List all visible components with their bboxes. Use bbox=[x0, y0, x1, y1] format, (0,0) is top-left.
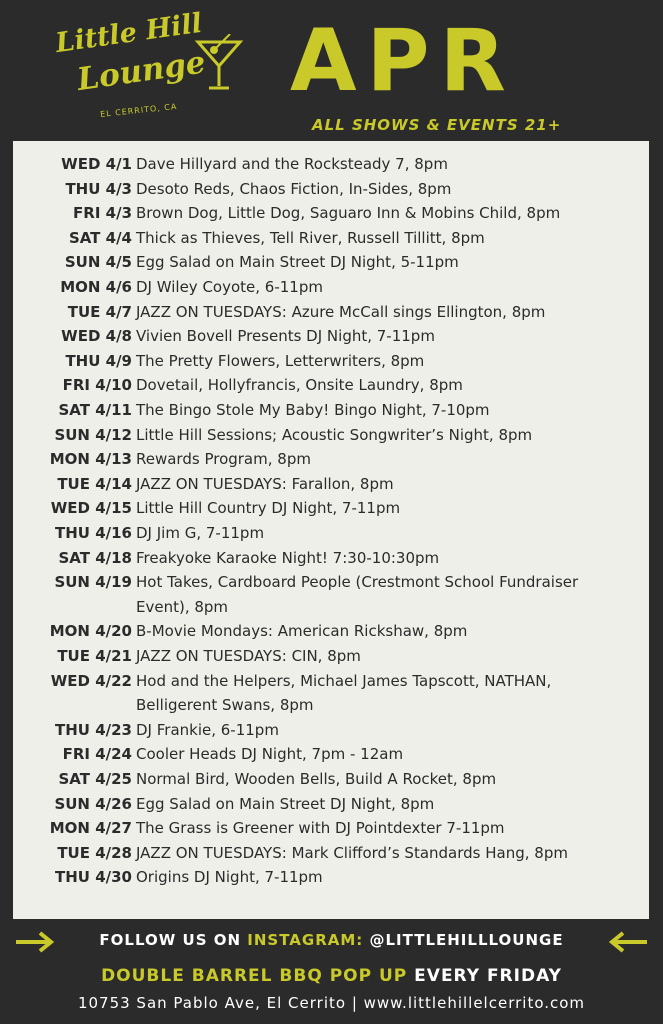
instagram-handle[interactable]: @LITTLEHILLLOUNGE bbox=[363, 931, 564, 949]
event-day: SUN 4/5 bbox=[64, 253, 132, 272]
event-day: THU 4/23 bbox=[55, 720, 132, 739]
event-day: FRI 4/10 bbox=[62, 376, 132, 395]
event-description: Desoto Reds, Chaos Fiction, In-Sides, 8pm bbox=[136, 179, 452, 198]
address-line: 10753 San Pablo Ave, El Cerrito | www.littlehillelcerrito.com bbox=[77, 994, 586, 1012]
event-description: Little Hill Country DJ Night, 7-11pm bbox=[136, 499, 401, 518]
follow-prefix: FOLLOW US ON bbox=[99, 931, 248, 949]
event-description: Cooler Heads DJ Night, 7pm - 12am bbox=[136, 745, 404, 764]
event-description: JAZZ ON TUESDAYS: Mark Clifford’s Standards Hang, 8pm bbox=[136, 843, 568, 862]
logo-line1: Little Hill bbox=[53, 7, 204, 60]
bbq-banner bbox=[0, 966, 663, 986]
event-description: JAZZ ON TUESDAYS: CIN, 8pm bbox=[136, 647, 361, 665]
event-day: MON 4/6 bbox=[60, 278, 132, 296]
event-description: Brown Dog, Little Dog, Saguaro Inn & Mobins Child, 8pm bbox=[136, 204, 561, 223]
event-day: WED 4/22 bbox=[50, 671, 132, 690]
instagram-label: INSTAGRAM: bbox=[247, 931, 364, 949]
event-description: Origins DJ Night, 7-11pm bbox=[136, 868, 323, 887]
event-description: The Bingo Stole My Baby! Bingo Night, 7-10pm bbox=[136, 401, 490, 419]
event-description: JAZZ ON TUESDAYS: Azure McCall sings Ellington, 8pm bbox=[136, 302, 546, 321]
arrow-left-icon bbox=[607, 930, 649, 954]
event-day: SAT 4/25 bbox=[58, 770, 132, 788]
event-day: WED 4/15 bbox=[50, 499, 132, 518]
event-day: MON 4/13 bbox=[49, 450, 132, 469]
event-description: Freakyoke Karaoke Night! 7:30-10:30pm bbox=[136, 548, 440, 567]
follow-us-text bbox=[0, 931, 663, 949]
bbq-rest: EVERY FRIDAY bbox=[407, 966, 562, 986]
martini-glass-icon bbox=[194, 34, 244, 94]
event-description: DJ Frankie, 6-11pm bbox=[136, 720, 279, 739]
event-day: SUN 4/12 bbox=[54, 425, 132, 444]
event-description: Vivien Bovell Presents DJ Night, 7-11pm bbox=[136, 327, 435, 346]
event-day: THU 4/30 bbox=[55, 868, 132, 887]
event-description: Dovetail, Hollyfrancis, Onsite Laundry, 8pm bbox=[136, 376, 463, 395]
event-description: Thick as Thieves, Tell River, Russell Tillitt, 8pm bbox=[136, 228, 485, 247]
event-day: SAT 4/18 bbox=[58, 548, 132, 567]
event-day: TUE 4/28 bbox=[57, 843, 132, 862]
event-day: WED 4/1 bbox=[61, 155, 132, 173]
event-day: SUN 4/26 bbox=[54, 794, 132, 813]
event-description: B-Movie Mondays: American Rickshaw, 8pm bbox=[136, 622, 468, 641]
event-description: The Pretty Flowers, Letterwriters, 8pm bbox=[136, 351, 425, 370]
event-day: TUE 4/14 bbox=[57, 474, 132, 493]
age-tagline: ALL SHOWS & EVENTS 21+ bbox=[312, 116, 562, 134]
event-description: JAZZ ON TUESDAYS: Farallon, 8pm bbox=[136, 474, 394, 493]
event-day: SAT 4/11 bbox=[58, 401, 132, 419]
logo-line2: Lounge bbox=[74, 44, 208, 98]
bbq-highlight: DOUBLE BARREL BBQ POP UP bbox=[101, 966, 408, 986]
event-day: THU 4/3 bbox=[65, 179, 132, 198]
event-description: Egg Salad on Main Street DJ Night, 5-11pm bbox=[136, 253, 459, 272]
event-description: Normal Bird, Wooden Bells, Build A Rocket, 8pm bbox=[136, 770, 497, 788]
event-day: FRI 4/3 bbox=[73, 204, 132, 223]
event-description: Egg Salad on Main Street DJ Night, 8pm bbox=[136, 794, 435, 813]
month-title: APR bbox=[290, 11, 516, 111]
event-day: MON 4/20 bbox=[49, 622, 132, 641]
event-day: MON 4/27 bbox=[49, 819, 132, 838]
event-day: THU 4/16 bbox=[55, 524, 132, 542]
event-description: Hot Takes, Cardboard People (Crestmont School Fundraiser Event), 8pm bbox=[136, 573, 579, 616]
event-description: Little Hill Sessions; Acoustic Songwriter’s Night, 8pm bbox=[136, 425, 533, 444]
event-day: SAT 4/4 bbox=[68, 228, 132, 247]
event-day: TUE 4/7 bbox=[67, 302, 132, 321]
event-description: DJ Jim G, 7-11pm bbox=[136, 524, 265, 542]
event-day: FRI 4/24 bbox=[62, 745, 132, 764]
event-description: DJ Wiley Coyote, 6-11pm bbox=[136, 278, 323, 296]
event-day: WED 4/8 bbox=[61, 327, 132, 346]
event-description: The Grass is Greener with DJ Pointdexter 7-11pm bbox=[136, 819, 505, 838]
event-day: THU 4/9 bbox=[65, 351, 132, 370]
events-panel bbox=[13, 141, 649, 919]
event-description: Dave Hillyard and the Rocksteady 7, 8pm bbox=[136, 155, 448, 173]
event-day: SUN 4/19 bbox=[54, 573, 132, 592]
event-description: Hod and the Helpers, Michael James Tapscott, NATHAN, Belligerent Swans, 8pm bbox=[136, 671, 552, 715]
event-day: TUE 4/21 bbox=[57, 647, 132, 665]
event-description: Rewards Program, 8pm bbox=[136, 450, 311, 469]
logo-location: EL CERRITO, CA bbox=[99, 101, 178, 120]
